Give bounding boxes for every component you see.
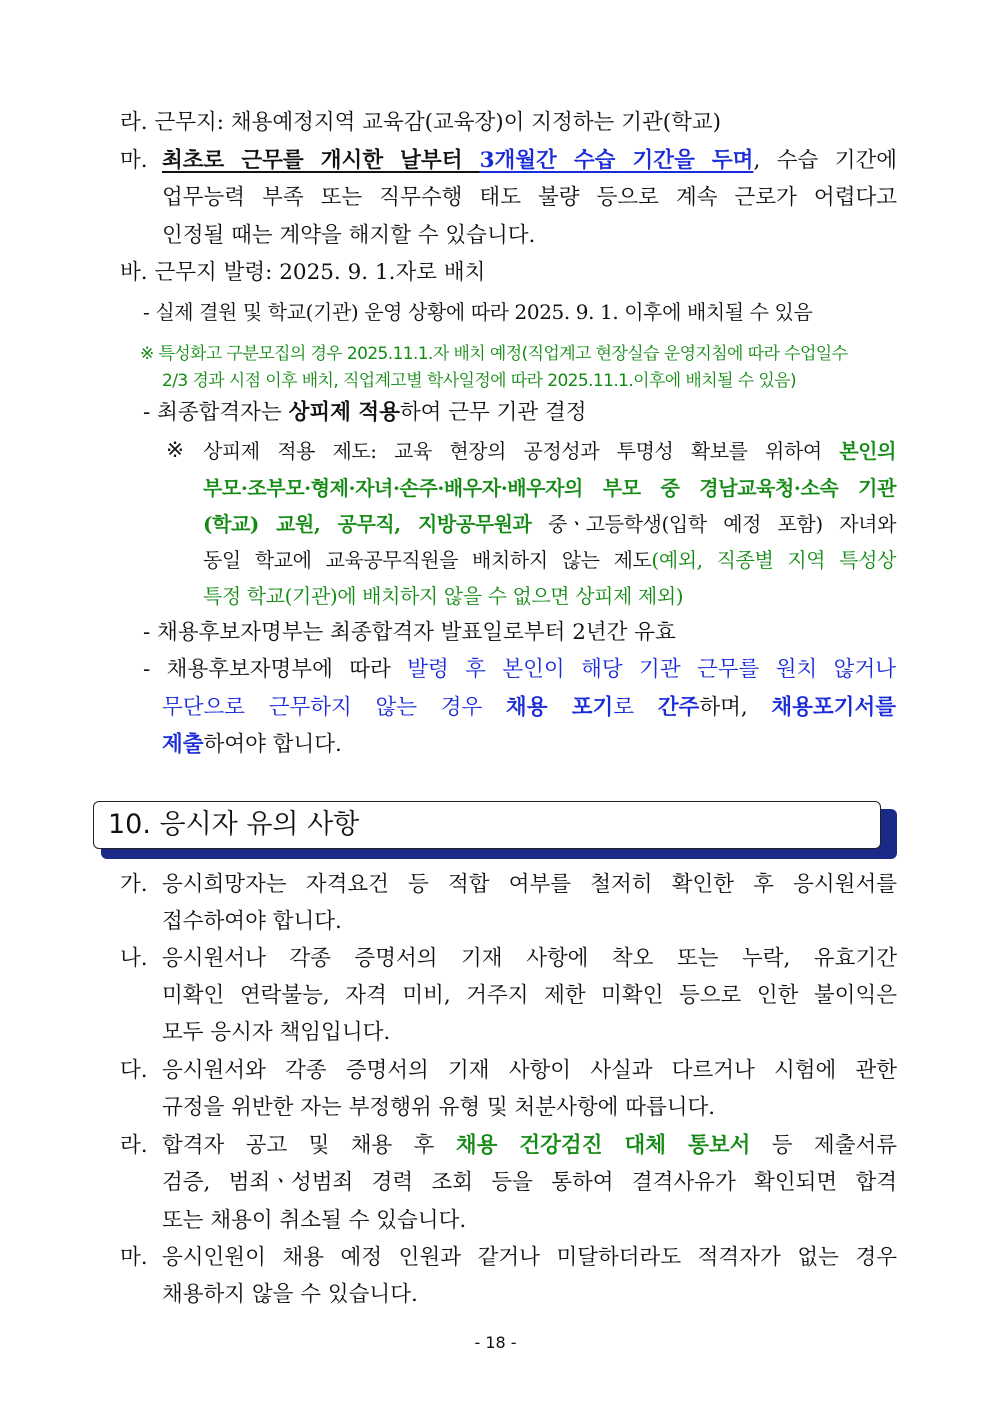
item-ma-marker-2: 마. — [120, 1245, 148, 1270]
note-mark: ※ — [166, 438, 185, 463]
dash-actual-vacancy: - 실제 결원 및 학교(기관) 운영 상황에 따라 2025. 9. 1. 이후에 배치될 수 있음 — [143, 300, 813, 324]
item-ma-line3: 인정될 때는 계약을 해지할 수 있습니다. — [162, 223, 536, 248]
item-na-line1: 응시원서나 각종 증명서의 기재 사항에 착오 또는 누락, 유효기간 — [162, 946, 897, 971]
item-ra-line3: 또는 채용이 취소될 수 있습니다. — [162, 1208, 467, 1233]
item-da-line2: 규정을 위반한 자는 부정행위 유형 및 처분사항에 따릅니다. — [162, 1095, 716, 1120]
item-ma-line2-2: 채용하지 않을 수 있습니다. — [162, 1282, 418, 1307]
item-ma-line2: 업무능력 부족 또는 직무수행 태도 불량 등으로 계속 근로가 어렵다고 — [162, 185, 897, 210]
item-ma-marker: 마. — [120, 148, 148, 173]
item-ra-work-location: 라. 근무지: 채용예정지역 교육감(교육장)이 지정하는 기관(학교) — [120, 110, 722, 135]
dash-candidate-list-waiver: - 채용후보자명부에 따라 발령 후 본인이 해당 기관 근무를 원치 않거나 — [143, 657, 896, 682]
section-title: 10. 응시자 유의 사항 — [108, 809, 360, 840]
sangpije-line4: 동일 학교에 교육공무직원을 배치하지 않는 제도(예외, 직종별 지역 특성상 — [203, 548, 896, 572]
dash-candidate-list-waiver-line3: 제출하여야 합니다. — [162, 732, 342, 757]
item-ba-appointment: 바. 근무지 발령: 2025. 9. 1.자로 배치 — [120, 260, 486, 285]
item-ga-line2: 접수하여야 합니다. — [162, 909, 342, 934]
section-header-box — [93, 801, 881, 849]
item-na-marker: 나. — [120, 946, 148, 971]
dash-candidate-list-valid: - 채용후보자명부는 최종합격자 발표일로부터 2년간 유효 — [143, 620, 676, 645]
note-special-high-school-cont: 2/3 경과 시점 이후 배치, 직업계고별 학사일정에 따라 2025.11.1.이후에 배치될 수 있음) — [162, 371, 796, 391]
dash-candidate-list-waiver-line2: 무단으로 근무하지 않는 경우 채용 포기로 간주하며, 채용포기서를 — [162, 695, 896, 720]
sangpije-line1: 상피제 적용 제도: 교육 현장의 공정성과 투명성 확보를 위하여 본인의 — [203, 439, 896, 463]
item-na-line2: 미확인 연락불능, 자격 미비, 거주지 제한 미확인 등으로 인한 불이익은 — [162, 983, 897, 1008]
item-ga-line1: 응시희망자는 자격요건 등 적합 여부를 철저히 확인한 후 응시원서를 — [162, 872, 897, 897]
item-ra-line2: 검증, 범죄ㆍ성범죄 경력 조회 등을 통하여 결격사유가 확인되면 합격 — [162, 1170, 897, 1195]
item-ma-line1-2: 응시인원이 채용 예정 인원과 같거나 미달하더라도 적격자가 없는 경우 — [162, 1245, 897, 1270]
item-da-line1: 응시원서와 각종 증명서의 기재 사항이 사실과 다르거나 시험에 관한 — [162, 1058, 897, 1083]
item-na-line3: 모두 응시자 책임입니다. — [162, 1020, 391, 1045]
item-ma-probation: 최초로 근무를 개시한 날부터 3개월간 수습 기간을 두며, 수습 기간에 — [162, 148, 898, 173]
sangpije-line5: 특정 학교(기관)에 배치하지 않을 수 없으면 상피제 제외) — [203, 584, 684, 608]
sangpije-line2: 부모·조부모·형제·자녀·손주·배우자·배우자의 부모 중 경남교육청·소속 기관 — [203, 476, 896, 500]
sangpije-line3: (학교) 교원, 공무직, 지방공무원과 중ㆍ고등학생(입학 예정 포함) 자녀와 — [203, 512, 896, 536]
item-ga-marker: 가. — [120, 872, 148, 897]
dash-final-assignment: - 최종합격자는 상피제 적용하여 근무 기관 결정 — [143, 400, 587, 425]
item-da-marker: 다. — [120, 1058, 148, 1083]
item-ra-line1: 합격자 공고 및 채용 후 채용 건강검진 대체 통보서 등 제출서류 — [162, 1133, 897, 1158]
item-ra-marker: 라. — [120, 1133, 148, 1158]
note-special-high-school: ※ 특성화고 구분모집의 경우 2025.11.1.자 배치 예정(직업계고 현장실습 운영지침에 따라 수업일수 — [140, 344, 848, 364]
page-number: - 18 - — [474, 1333, 517, 1352]
